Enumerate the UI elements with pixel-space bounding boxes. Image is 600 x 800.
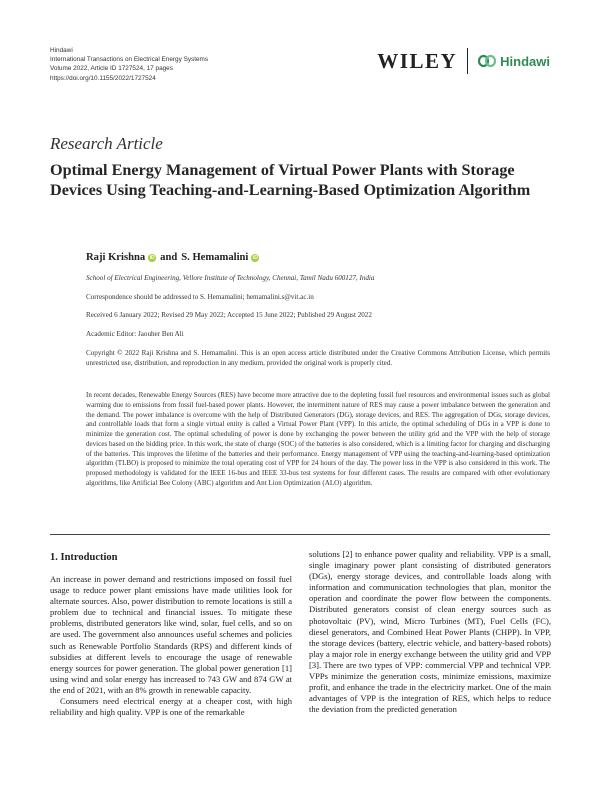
body-paragraph: Consumers need electrical energy at a cheaper cost, with high reliability and high quality. VPP is one of the remarkable <box>50 696 292 718</box>
article-title: Optimal Energy Management of Virtual Power Plants with Storage Devices Using Teaching-and-Learning-Based Optimization Algorithm <box>50 161 531 199</box>
body-paragraph: solutions [2] to enhance power quality and reliability. VPP is a small, single imaginary power plant consisting of distributed generators (DGs), energy storage devices, and controllable loads along with information and communication technologies that plan, monitor the operation and coordinate the power flow between the components. Distributed generators consist of clean energy sources such as photovoltaic (PV), wind, Micro Turbines (MT), Fuel Cells (FC), diesel generators, and Combined Heat Power Plants (CHPP). In VPP, the storage devices (battery, electric vehicle, and battery-based robots) play a major role in energy exchange between the utility grid and VPP [3]. There are two types of VPP: commercial VPP and technical VPP. VPPs minimize the generation costs, minimize emissions, maximize profit, and enhance the trade in the electricity market. One of the main advantages of VPP is the integration of RES, which helps to reduce the deviation from the predicted generation <box>309 549 551 715</box>
hindawi-wordmark: Hindawi <box>500 53 550 69</box>
section-divider <box>50 534 550 535</box>
author-separator: and <box>160 252 178 263</box>
wiley-logo: WILEY <box>377 48 458 73</box>
publication-dates: Received 6 January 2022; Revised 29 May 2022; Accepted 15 June 2022; Published 29 August 2022 <box>86 311 372 319</box>
affiliation: School of Electrical Engineering, Vellore Institute of Technology, Chennai, Tamil Nadu 600127, India <box>86 274 375 282</box>
body-column-right <box>309 549 551 715</box>
journal-name: International Transactions on Electrical Energy Systems <box>50 56 209 64</box>
academic-editor: Academic Editor: Jaouher Ben Ali <box>86 330 184 338</box>
body-paragraph: An increase in power demand and restrictions imposed on fossil fuel usage to reduce power plant emissions have made utilities look for alternate sources. Also, power distribution to remote locations is still a problem due to technical and financial issues. To mitigate these problems, distributed generators like wind, solar, fuel cells, and so on are used. The government also announces useful schemes and policies such as Renewable Portfolio Standards (RPS) and different kinds of subsidies at different levels to encourage the usage of renewable energy sources for power generation. The global power generation [1] using wind and solar energy has increased to 743 GW and 874 GW at the end of 2021, with an 8% growth in renewable capacity. <box>50 574 292 695</box>
copyright-notice: Copyright © 2022 Raji Krishna and S. Hemamalini. This is an open access article distributed under the Creative Commons Attribution License, which permits unrestricted use, distribution, and reproduction in any medium, provided the original work is properly cited. <box>86 349 550 367</box>
article-type: Research Article <box>50 134 163 153</box>
correspondence: Correspondence should be addressed to S. Hemamalini; hemamalini.s@vit.ac.in <box>86 293 314 301</box>
orcid-icon[interactable]: iD <box>252 254 258 261</box>
author-list <box>86 252 263 263</box>
hindawi-mark-icon <box>478 54 496 68</box>
orcid-icon[interactable]: iD <box>149 254 155 261</box>
volume-info: Volume 2022, Article ID 1727524, 17 pages <box>50 65 173 73</box>
author-name[interactable]: S. Hemamalini <box>181 252 249 263</box>
body-column-left <box>50 574 292 718</box>
publisher-name: Hindawi <box>50 47 73 54</box>
section-heading: 1. Introduction <box>50 552 118 563</box>
logo-divider <box>467 48 468 74</box>
author-name[interactable]: Raji Krishna <box>86 252 146 263</box>
abstract: In recent decades, Renewable Energy Sources (RES) have become more attractive due to the depleting fossil fuel resources and environmental issues such as global warming due to emissions from fossil fuel-based power plants. However, the intermittent nature of RES may cause a power imbalance between the generation and the demand. The power imbalance is overcome with the help of Distributed Generators (DG), storage devices, and RES. The aggregation of DGs, storage devices, and controllable loads that form a single virtual entity is called a Virtual Power Plant (VPP). In this article, the optimal scheduling of DGs in a VPP is done to minimize the generation cost. The optimal scheduling of power is done by exchanging the power between the utility grid and the VPP with the help of storage devices based on the bidding price. In this work, the state of charge (SOC) of the batteries is also considered, which is a limiting factor for charging and discharging of the batteries. This improves the lifetime of the batteries and their performance. Energy management of VPP using the teaching-and-learning-based optimization algorithm (TLBO) is proposed to minimize the total operating cost of VPP for 24 hours of the day. The power loss in the VPP is also considered in this work. The proposed methodology is validated for the IEEE 16-bus and IEEE 33-bus test systems for four different cases. The results are compared with other evolutionary algorithms, like Artificial Bee Colony (ABC) algorithm and Ant Lion Optimization (ALO) algorithm. <box>86 391 550 487</box>
publisher-logos <box>377 48 550 74</box>
hindawi-logo <box>478 54 550 69</box>
doi-link[interactable]: https://doi.org/10.1155/2022/1727524 <box>50 74 156 82</box>
journal-header <box>50 46 208 83</box>
